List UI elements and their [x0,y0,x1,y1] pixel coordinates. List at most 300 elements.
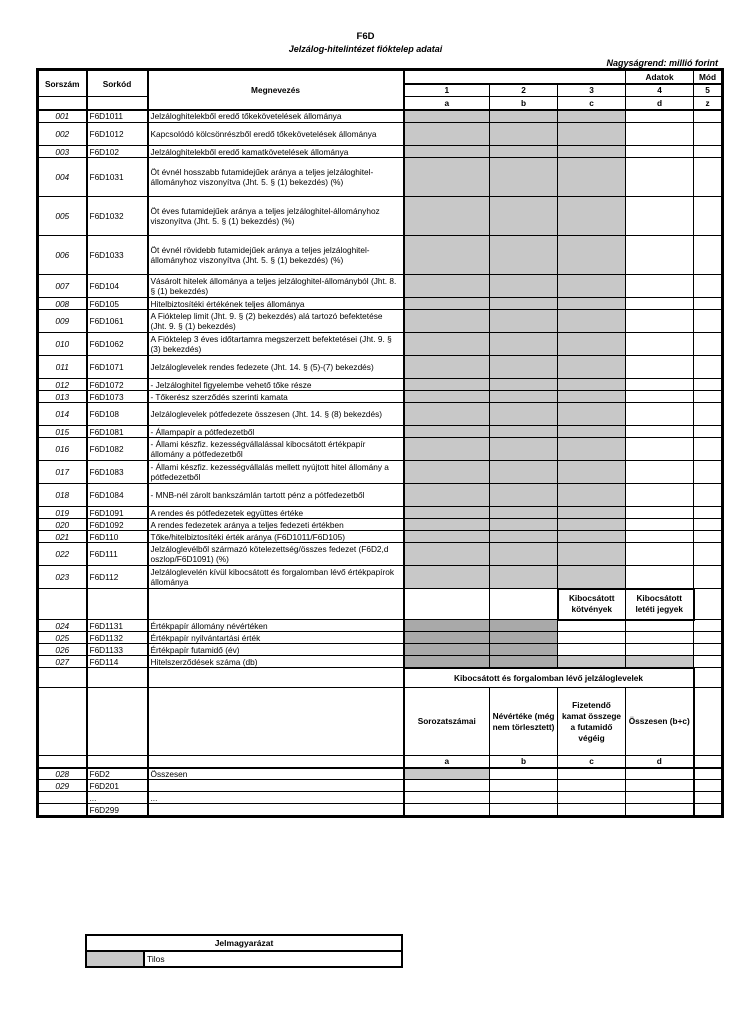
data-cell[interactable] [626,123,694,146]
data-cell[interactable] [694,507,722,519]
data-cell [490,620,558,632]
table-row [39,356,722,379]
col-header-megnevezes: Megnevezés [148,71,404,110]
col-header-kotvenyek: Kibocsátott kötvények [558,589,626,620]
table-row [39,197,722,236]
data-cell [490,391,558,403]
data-cell [490,543,558,566]
row-label [148,780,404,792]
col-letter: d [626,756,694,768]
table-row [39,768,722,780]
row-number: 008 [39,298,87,310]
data-cell[interactable] [626,438,694,461]
data-cell[interactable] [626,519,694,531]
data-cell[interactable] [694,632,722,644]
data-cell[interactable] [626,391,694,403]
col-letter: a [404,756,490,768]
data-cell [404,403,490,426]
data-cell [490,507,558,519]
row-code: F6D102 [87,146,148,158]
row-label: Összesen [148,768,404,780]
data-cell [558,391,626,403]
data-table [38,70,722,816]
row-code: F6D1131 [87,620,148,632]
blank [87,668,148,688]
row-code: F6D1081 [87,426,148,438]
data-cell[interactable] [626,310,694,333]
row-label: Jelzáloghitelekből eredő tőkekövetelések állománya [148,110,404,123]
row-code: F6D1073 [87,391,148,403]
data-cell[interactable] [694,426,722,438]
data-cell[interactable] [626,158,694,197]
row-label: A rendes fedezetek aránya a teljes fedezeti értékben [148,519,404,531]
table-row [39,656,722,668]
data-cell [558,507,626,519]
data-cell [404,146,490,158]
data-cell[interactable] [626,379,694,391]
row-code: F6D1032 [87,197,148,236]
row-label: ... [148,792,404,804]
row-code: F6D114 [87,656,148,668]
table-row [39,379,722,391]
data-cell[interactable] [558,780,626,792]
row-label: - Tőkerész szerződés szerinti kamata [148,391,404,403]
data-cell[interactable] [694,310,722,333]
row-code: F6D110 [87,531,148,543]
data-cell [490,566,558,589]
table-row [39,310,722,333]
data-cell[interactable] [694,403,722,426]
data-cell[interactable] [626,644,694,656]
data-cell [404,632,490,644]
row-code: ... [87,792,148,804]
data-cell[interactable] [694,123,722,146]
row-number: 019 [39,507,87,519]
data-cell [626,656,694,668]
data-cell[interactable] [694,197,722,236]
col-num-1: 1 [404,84,490,97]
data-cell[interactable] [694,804,722,816]
table-row [39,391,722,403]
data-cell[interactable] [694,656,722,668]
data-cell [404,298,490,310]
row-number: 002 [39,123,87,146]
table-row [39,333,722,356]
table-row [39,780,722,792]
data-cell[interactable] [626,543,694,566]
data-cell[interactable] [694,484,722,507]
data-cell [490,236,558,275]
data-cell[interactable] [626,632,694,644]
data-cell[interactable] [694,356,722,379]
data-cell[interactable] [558,644,626,656]
data-cell[interactable] [490,780,558,792]
data-cell [404,656,490,668]
row-code: F6D1072 [87,379,148,391]
table-row [39,110,722,123]
data-cell[interactable] [694,461,722,484]
row-number: 013 [39,391,87,403]
data-cell [558,310,626,333]
data-cell [558,298,626,310]
data-cell [490,426,558,438]
row-label: Öt évnél hosszabb futamidejűek aránya a teljes jelzáloghitel-állományhoz viszonyítva (Jht. 5. § (1) bekezdés) (%) [148,158,404,197]
row-code: F6D111 [87,543,148,566]
data-cell[interactable] [694,110,722,123]
col-header-adatok: Adatok [626,71,694,84]
data-cell[interactable] [558,632,626,644]
table-row [39,403,722,426]
data-cell[interactable] [490,792,558,804]
data-cell[interactable] [626,620,694,632]
row-code: F6D1083 [87,461,148,484]
data-cell [490,461,558,484]
data-cell [490,298,558,310]
data-cell [404,531,490,543]
data-cell[interactable] [626,275,694,298]
row-number: 024 [39,620,87,632]
table-row [39,519,722,531]
data-cell [404,507,490,519]
data-cell [404,620,490,632]
row-label: A Fióktelep limit (Jht. 9. § (2) bekezdés) alá tartozó befektetése (Jht. 9. § (1) bekezdés) [148,310,404,333]
unit-label: Nagyságrend: millió forint [606,58,718,68]
row-number: 028 [39,768,87,780]
data-cell[interactable] [626,531,694,543]
row-label: - MNB-nél zárolt bankszámlán tartott pénz a pótfedezetből [148,484,404,507]
row-code: F6D201 [87,780,148,792]
table-row [39,123,722,146]
data-cell[interactable] [694,146,722,158]
data-cell [490,275,558,298]
data-cell [404,310,490,333]
row-code: F6D1061 [87,310,148,333]
legend-title: Jelmagyarázat [86,935,402,951]
data-cell[interactable] [694,519,722,531]
data-cell [558,403,626,426]
data-cell[interactable] [694,158,722,197]
row-number: 029 [39,780,87,792]
data-cell[interactable] [490,768,558,780]
row-label: A rendes és pótfedezetek együttes értéke [148,507,404,519]
data-cell [558,197,626,236]
data-cell [404,333,490,356]
data-cell[interactable] [626,333,694,356]
data-cell [490,632,558,644]
data-cell[interactable] [626,792,694,804]
table-row [39,426,722,438]
data-cell[interactable] [694,566,722,589]
data-cell [404,110,490,123]
data-cell [404,484,490,507]
blank [694,756,722,768]
table-row [39,792,722,804]
data-cell [558,236,626,275]
row-code: F6D1071 [87,356,148,379]
row-code: F6D1033 [87,236,148,275]
legend [85,934,403,968]
row-label: Jelzáloglevelek rendes fedezete (Jht. 14. § (5)-(7) bekezdés) [148,356,404,379]
legend-gray-swatch [86,951,144,967]
col-header-sorszam: Sorszám [39,71,87,97]
table-row [39,298,722,310]
data-cell [558,333,626,356]
data-cell[interactable] [404,804,490,816]
data-cell [490,158,558,197]
legend-item-label: Tilos [144,951,402,967]
data-cell[interactable] [694,379,722,391]
data-cell [404,236,490,275]
data-cell [558,438,626,461]
row-number: 006 [39,236,87,275]
data-cell [404,426,490,438]
row-number: 026 [39,644,87,656]
data-cell[interactable] [626,146,694,158]
row-number: 003 [39,146,87,158]
row-number: 012 [39,379,87,391]
data-cell[interactable] [694,236,722,275]
data-cell[interactable] [558,792,626,804]
row-code: F6D1091 [87,507,148,519]
row-number: 022 [39,543,87,566]
row-number: 016 [39,438,87,461]
col-letter-d: d [626,97,694,110]
data-cell[interactable] [626,484,694,507]
data-cell [490,644,558,656]
data-cell [404,566,490,589]
data-cell [490,379,558,391]
data-cell [558,519,626,531]
blank [148,688,404,756]
row-code: F6D1133 [87,644,148,656]
row-label: Hitelbiztosítéki értékének teljes állománya [148,298,404,310]
data-cell[interactable] [694,531,722,543]
data-cell[interactable] [626,566,694,589]
row-label [148,804,404,816]
row-code: F6D1012 [87,123,148,146]
data-cell [404,391,490,403]
data-cell[interactable] [404,780,490,792]
col-letter-a: a [404,97,490,110]
data-cell[interactable] [694,275,722,298]
col-num-5: 5 [694,84,722,97]
row-label: Jelzáloghitelekből eredő kamatkövetelések állománya [148,146,404,158]
blank [87,756,148,768]
data-cell[interactable] [626,507,694,519]
row-number: 005 [39,197,87,236]
data-cell [404,379,490,391]
data-cell [558,531,626,543]
blank [694,589,722,620]
data-cell[interactable] [558,768,626,780]
data-cell[interactable] [626,403,694,426]
table-row [39,484,722,507]
blank [148,668,404,688]
row-code: F6D1062 [87,333,148,356]
data-cell[interactable] [694,644,722,656]
row-number: 018 [39,484,87,507]
row-code: F6D112 [87,566,148,589]
table-row [39,236,722,275]
row-label: Öt éves futamidejűek aránya a teljes jelzáloghitel-állományhoz viszonyítva (Jht. 5. § (1) bekezdés) (%) [148,197,404,236]
row-label: - Állampapír a pótfedezetből [148,426,404,438]
data-cell[interactable] [694,438,722,461]
data-cell [558,158,626,197]
row-number: 010 [39,333,87,356]
section-title: Kibocsátott és forgalomban lévő jelzáloglevelek [404,668,694,688]
data-cell[interactable] [694,620,722,632]
row-number: 004 [39,158,87,197]
data-cell [404,461,490,484]
blank [694,668,722,688]
blank [148,589,404,620]
row-label: Értékpapír futamidő (év) [148,644,404,656]
table-row [39,461,722,484]
row-label: Értékpapír állomány névértéken [148,620,404,632]
table-row [39,632,722,644]
blank [87,589,148,620]
blank [694,688,722,756]
row-code: F6D1092 [87,519,148,531]
row-label: Jelzáloglevélből származó kötelezettség/összes fedezet (F6D2,d oszlop/F6D1091) (%) [148,543,404,566]
form-subtitle: Jelzálog-hitelintézet fióktelep adatai [288,44,443,54]
row-number: 009 [39,310,87,333]
row-code: F6D104 [87,275,148,298]
col-letter-z: z [694,97,722,110]
row-code: F6D2 [87,768,148,780]
col-header-sorkod: Sorkód [87,71,148,97]
row-label: - Állami készfiz. kezességvállalással kibocsátott értékpapír állomány a pótfedezetből [148,438,404,461]
data-cell[interactable] [626,110,694,123]
blank [87,688,148,756]
form-code: F6D [356,31,375,42]
data-cell [490,356,558,379]
data-cell[interactable] [626,780,694,792]
data-cell[interactable] [626,768,694,780]
row-code: F6D108 [87,403,148,426]
blank [404,589,490,620]
row-label: Öt évnél rövidebb futamidejűek aránya a teljes jelzáloghitel-állományhoz viszonyítva (Jht. 5. § (1) bekezdés) (%) [148,236,404,275]
data-cell [404,197,490,236]
row-code: F6D1132 [87,632,148,644]
row-label: - Jelzáloghitel figyelembe vehető tőke része [148,379,404,391]
table-row [39,620,722,632]
data-cell[interactable] [626,804,694,816]
row-label: A Fióktelep 3 éves időtartamra megszerzett befektetései (Jht. 9. § (3) bekezdés) [148,333,404,356]
data-cell[interactable] [694,298,722,310]
data-cell [490,438,558,461]
table-row [39,507,722,519]
data-cell [558,426,626,438]
row-label: Vásárolt hitelek állománya a teljes jelzáloghitel-állományból (Jht. 8. § (1) bekezdés) [148,275,404,298]
data-cell[interactable] [558,620,626,632]
data-cell[interactable] [694,543,722,566]
blank [148,756,404,768]
row-number: 007 [39,275,87,298]
blank [490,589,558,620]
table-row [39,804,722,816]
data-cell [490,484,558,507]
data-cell[interactable] [490,804,558,816]
row-number: 014 [39,403,87,426]
data-cell [558,146,626,158]
table-row [39,275,722,298]
row-number: 027 [39,656,87,668]
col-letter: b [490,756,558,768]
col-header-letetijegyek: Kibocsátott letéti jegyek [626,589,694,620]
data-cell [404,768,490,780]
data-cell [490,519,558,531]
data-cell[interactable] [694,391,722,403]
row-code: F6D299 [87,804,148,816]
row-code: F6D1031 [87,158,148,197]
col-num-2: 2 [490,84,558,97]
data-cell [490,310,558,333]
row-number: 025 [39,632,87,644]
table-row [39,438,722,461]
row-number: 020 [39,519,87,531]
data-cell[interactable] [626,197,694,236]
data-cell[interactable] [694,792,722,804]
col-header-sorozatszamai: Sorozatszámai [404,688,490,756]
col-header-osszesen: Összesen (b+c) [626,688,694,756]
col-num-4: 4 [626,84,694,97]
col-header-nevertek: Névértéke (még nem törlesztett) [490,688,558,756]
data-cell[interactable] [404,792,490,804]
col-header-mod: Mód [694,71,722,84]
col-header-kamat: Fizetendő kamat összege a futamidő végéig [558,688,626,756]
data-cell [558,110,626,123]
data-cell [558,461,626,484]
data-cell[interactable] [626,298,694,310]
data-cell[interactable] [558,804,626,816]
table-row [39,543,722,566]
row-code: F6D1011 [87,110,148,123]
data-cell[interactable] [694,768,722,780]
data-cell [558,656,626,668]
row-number: 023 [39,566,87,589]
data-cell [404,543,490,566]
data-cell [404,356,490,379]
data-cell[interactable] [626,356,694,379]
blank [39,589,87,620]
data-cell [490,403,558,426]
data-cell [404,519,490,531]
data-cell [558,566,626,589]
data-cell [558,484,626,507]
data-cell [490,123,558,146]
data-cell [404,644,490,656]
data-cell[interactable] [694,333,722,356]
row-label: Jelzáloglevelén kívül kibocsátott és forgalomban lévő értékpapírok állománya [148,566,404,589]
data-cell [404,275,490,298]
blank [39,756,87,768]
row-number: 017 [39,461,87,484]
data-cell [490,333,558,356]
data-cell [404,438,490,461]
row-code: F6D105 [87,298,148,310]
data-cell[interactable] [694,780,722,792]
table-row [39,566,722,589]
blank [39,668,87,688]
data-cell [558,543,626,566]
row-number: 001 [39,110,87,123]
row-label: Hitelszerződések száma (db) [148,656,404,668]
data-cell[interactable] [626,426,694,438]
data-cell[interactable] [626,461,694,484]
data-cell[interactable] [626,236,694,275]
data-cell [490,656,558,668]
